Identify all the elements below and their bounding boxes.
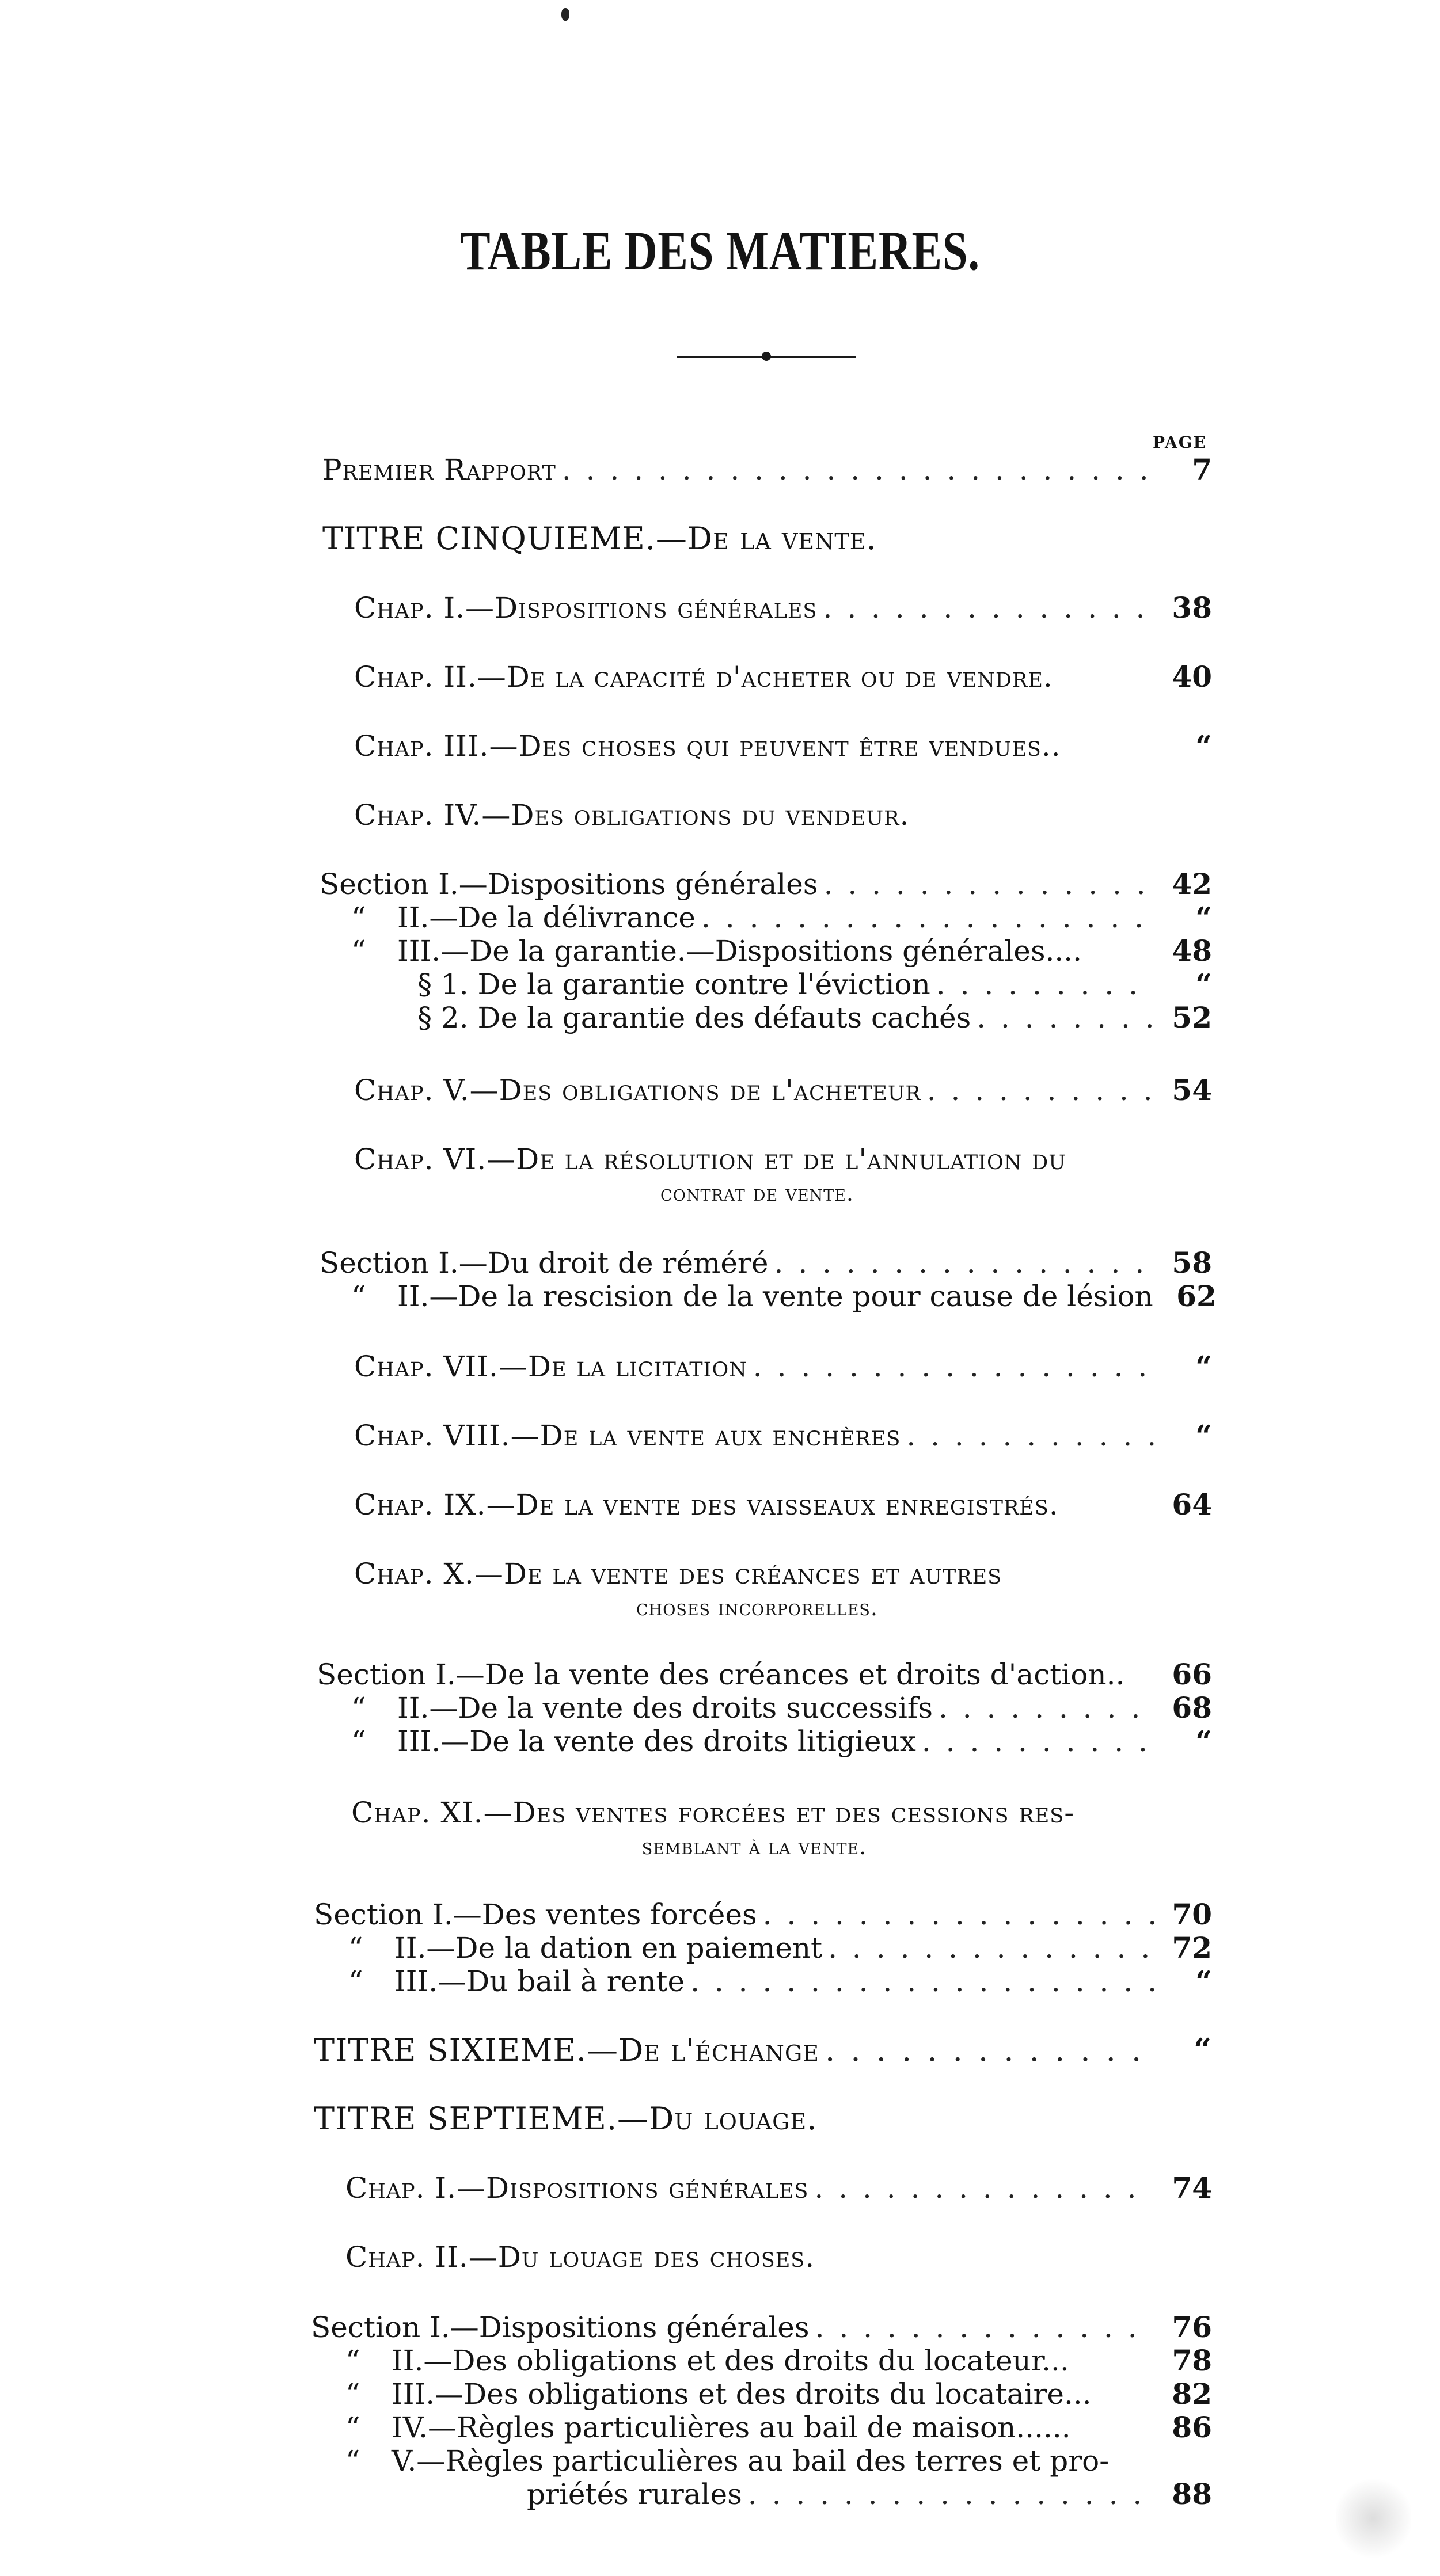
entry-text: Chap. V.—Des obligations de l'acheteur [354, 1074, 921, 1107]
ditto-mark: “ [345, 2444, 360, 2478]
toc-entry-c11-section-3[interactable] [348, 1964, 1212, 1999]
leader-dots [690, 1964, 1154, 1999]
entry-text: Chap. VI.—De la résolution et de l'annulation du [354, 1143, 1066, 1176]
leader-dots [922, 1723, 1154, 1759]
chap-10-continuation: choses incorporelles. [636, 1595, 879, 1620]
title-ornament-rule [677, 356, 856, 358]
toc-entry-c11-section-1[interactable] [314, 1897, 1212, 1932]
toc-entry-t7-chap-1[interactable] [345, 2170, 1212, 2206]
entry-text: II.—Des obligations et des droits du locateur... [392, 2344, 1069, 2377]
page-number: “ [1195, 1964, 1212, 1998]
ditto-mark: “ [345, 2377, 360, 2411]
ditto-mark: “ [351, 934, 366, 968]
leader-dots [562, 452, 1154, 488]
leader-dots [814, 2170, 1154, 2206]
page-number: 86 [1172, 2410, 1212, 2444]
entry-text: Section I.—De la vente des créances et droits d'action.. [317, 1658, 1125, 1691]
leader-dots [936, 967, 1154, 1002]
ditto-mark: “ [351, 901, 366, 934]
page-number: 88 [1172, 2477, 1212, 2511]
page-number: “ [1195, 967, 1212, 1001]
toc-entry-c10-section-1[interactable] [317, 1657, 1212, 1692]
toc-entry-c10-section-3[interactable] [351, 1723, 1212, 1759]
entry-text: II.—De la rescision de la vente pour cause de lésion [397, 1280, 1153, 1313]
toc-heading-titre-septieme[interactable] [314, 2101, 1212, 2137]
toc-entry-c4-paragraph-1[interactable] [417, 967, 1212, 1002]
page-number: “ [1195, 900, 1212, 934]
page-number: 52 [1172, 1000, 1212, 1034]
ditto-mark: “ [351, 1691, 366, 1725]
toc-entry-t5-chap-11[interactable] [351, 1795, 1212, 1831]
entry-text: III.—Du bail à rente [394, 1965, 685, 1998]
toc-entry-t5-chap-10[interactable] [354, 1556, 1212, 1592]
toc-heading-t7-chap-2[interactable] [345, 2239, 1212, 2275]
ditto-mark: “ [351, 1725, 366, 1758]
entry-text: Chap. I.—Dispositions générales [354, 591, 818, 625]
paper-blemish [1336, 2475, 1411, 2562]
page-number: 7 [1192, 452, 1212, 486]
entry-text: III.—De la garantie.—Dispositions générales.... [397, 934, 1082, 968]
leader-dots [753, 1349, 1154, 1384]
page-number: 66 [1172, 1657, 1212, 1691]
toc-heading-titre-cinquieme[interactable] [322, 521, 1212, 557]
entry-text: Chap. X.—De la vente des créances et autres [354, 1557, 1002, 1591]
page-number: 68 [1172, 1691, 1212, 1725]
toc-entry-t7-section-4[interactable] [345, 2410, 1212, 2445]
leader-dots [774, 1245, 1154, 1281]
toc-entry-t5-chap-1[interactable] [354, 590, 1212, 626]
leader-dots [828, 1930, 1154, 1966]
page-number: 42 [1172, 867, 1212, 901]
entry-text: Section I.—Dispositions générales [311, 2311, 810, 2344]
entry-text: TITRE CINQUIEME.—De la vente. [322, 520, 877, 557]
entry-text: TITRE SIXIEME.—De l'échange [314, 2032, 820, 2068]
ink-speck [561, 8, 569, 21]
entry-text: Chap. IX.—De la vente des vaisseaux enregistrés. [354, 1488, 1059, 1521]
entry-text: Chap. III.—Des choses qui peuvent être vendues.. [354, 729, 1061, 763]
toc-entry-t5-chap-7[interactable] [354, 1349, 1212, 1384]
toc-entry-t5-chap-5[interactable] [354, 1072, 1212, 1108]
page-number: 78 [1172, 2343, 1212, 2377]
entry-text: III.—Des obligations et des droits du locataire... [392, 2377, 1092, 2411]
leader-dots [701, 900, 1154, 935]
page-number: “ [1195, 1724, 1212, 1758]
entry-text: II.—De la dation en paiement [394, 1931, 823, 1965]
toc-entry-t7-section-3[interactable] [345, 2376, 1212, 2412]
toc-entry-premier-rapport[interactable] [322, 452, 1212, 488]
toc-entry-c4-section-1[interactable] [320, 866, 1212, 902]
page-column-label: PAGE [1153, 433, 1207, 452]
page-number: 70 [1172, 1897, 1212, 1931]
toc-entry-c4-section-3[interactable] [351, 933, 1212, 969]
toc-entry-t5-chap-6[interactable] [354, 1141, 1212, 1177]
leader-dots [927, 1072, 1154, 1108]
toc-entry-t7-section-5[interactable] [345, 2443, 1212, 2479]
entry-text: II.—De la vente des droits successifs [397, 1691, 933, 1725]
toc-entry-t7-section-1[interactable] [311, 2309, 1212, 2345]
entry-text: § 1. De la garantie contre l'éviction [417, 968, 930, 1001]
entry-text: Section I.—Du droit de réméré [320, 1246, 769, 1280]
leader-dots [823, 590, 1154, 626]
page-number: 40 [1172, 660, 1212, 694]
ditto-mark: “ [348, 1931, 363, 1965]
ditto-mark: “ [348, 1965, 363, 1998]
entry-text: Premier Rapport [322, 453, 556, 486]
page-number: 64 [1172, 1487, 1212, 1521]
page-number: 82 [1172, 2377, 1212, 2411]
toc-entry-c11-section-2[interactable] [348, 1930, 1212, 1966]
toc-entry-t5-chap-9[interactable] [354, 1487, 1212, 1523]
entry-text: Chap. I.—Dispositions générales [345, 2171, 809, 2205]
page-number: 54 [1172, 1073, 1212, 1107]
entry-text: V.—Règles particulières au bail des terres et pro- [392, 2444, 1110, 2478]
leader-dots [825, 2033, 1154, 2068]
entry-text: IV.—Règles particulières au bail de maison...... [392, 2411, 1071, 2444]
chap-11-continuation: semblant à la vente. [641, 1834, 867, 1859]
page-number: 74 [1172, 2171, 1212, 2205]
toc-entry-c10-section-2[interactable] [351, 1690, 1212, 1726]
entry-text: Chap. VII.—De la licitation [354, 1350, 747, 1383]
entry-text: Chap. IV.—Des obligations du vendeur. [354, 798, 910, 832]
toc-heading-t5-chap-4[interactable] [354, 797, 1212, 833]
entry-text: II.—De la délivrance [397, 901, 696, 934]
ditto-mark: “ [345, 2411, 360, 2444]
leader-dots [815, 2309, 1154, 2345]
entry-text: Chap. VIII.—De la vente aux enchères [354, 1419, 901, 1452]
entry-text: Chap. II.—Du louage des choses. [345, 2240, 815, 2274]
page-number: 72 [1172, 1931, 1212, 1965]
toc-entry-t5-chap-3[interactable] [354, 728, 1212, 764]
leader-dots [748, 2476, 1154, 2512]
page-number: 58 [1172, 1246, 1212, 1280]
toc-entry-t5-chap-8[interactable] [354, 1418, 1212, 1453]
leader-dots [763, 1897, 1154, 1932]
leader-dots [977, 1000, 1154, 1036]
page-number: “ [1195, 729, 1212, 763]
entry-text: III.—De la vente des droits litigieux [397, 1725, 916, 1758]
leader-dots [939, 1690, 1154, 1726]
entry-text: Chap. II.—De la capacité d'acheter ou de vendre. [354, 660, 1053, 694]
leader-dots [906, 1418, 1154, 1453]
page-number: 38 [1172, 591, 1212, 625]
page-number: “ [1195, 1349, 1212, 1383]
page-number: “ [1193, 2031, 1212, 2068]
entry-text: Chap. XI.—Des ventes forcées et des cessions res- [351, 1796, 1075, 1829]
ditto-mark: “ [351, 1280, 366, 1313]
ditto-mark: “ [345, 2344, 360, 2377]
toc-entry-c6-section-1[interactable] [320, 1245, 1212, 1281]
page-number: “ [1195, 1418, 1212, 1452]
toc-entry-titre-sixieme[interactable] [314, 2032, 1212, 2068]
toc-entry-c4-paragraph-2[interactable] [417, 1000, 1212, 1036]
leader-dots [824, 866, 1154, 902]
entry-text: § 2. De la garantie des défauts cachés [417, 1001, 971, 1034]
entry-text: TITRE SEPTIEME.—Du louage. [314, 2101, 818, 2137]
toc-entry-t5-chap-2[interactable] [354, 659, 1212, 695]
page-title: TABLE DES MATIERES. [460, 220, 980, 281]
toc-entry-t7-section-5-cont[interactable] [527, 2476, 1212, 2512]
toc-entry-c6-section-2[interactable] [351, 1279, 1217, 1314]
toc-entry-t7-section-2[interactable] [345, 2343, 1212, 2379]
page-number: 48 [1172, 934, 1212, 968]
toc-entry-c4-section-2[interactable] [351, 900, 1212, 935]
chap-6-continuation: contrat de vente. [660, 1181, 854, 1206]
entry-text: Section I.—Des ventes forcées [314, 1898, 757, 1931]
page-number: 62 [1176, 1279, 1217, 1313]
page-number: 76 [1172, 2310, 1212, 2344]
entry-text: priétés rurales [527, 2478, 742, 2511]
entry-text: Section I.—Dispositions générales [320, 867, 818, 901]
